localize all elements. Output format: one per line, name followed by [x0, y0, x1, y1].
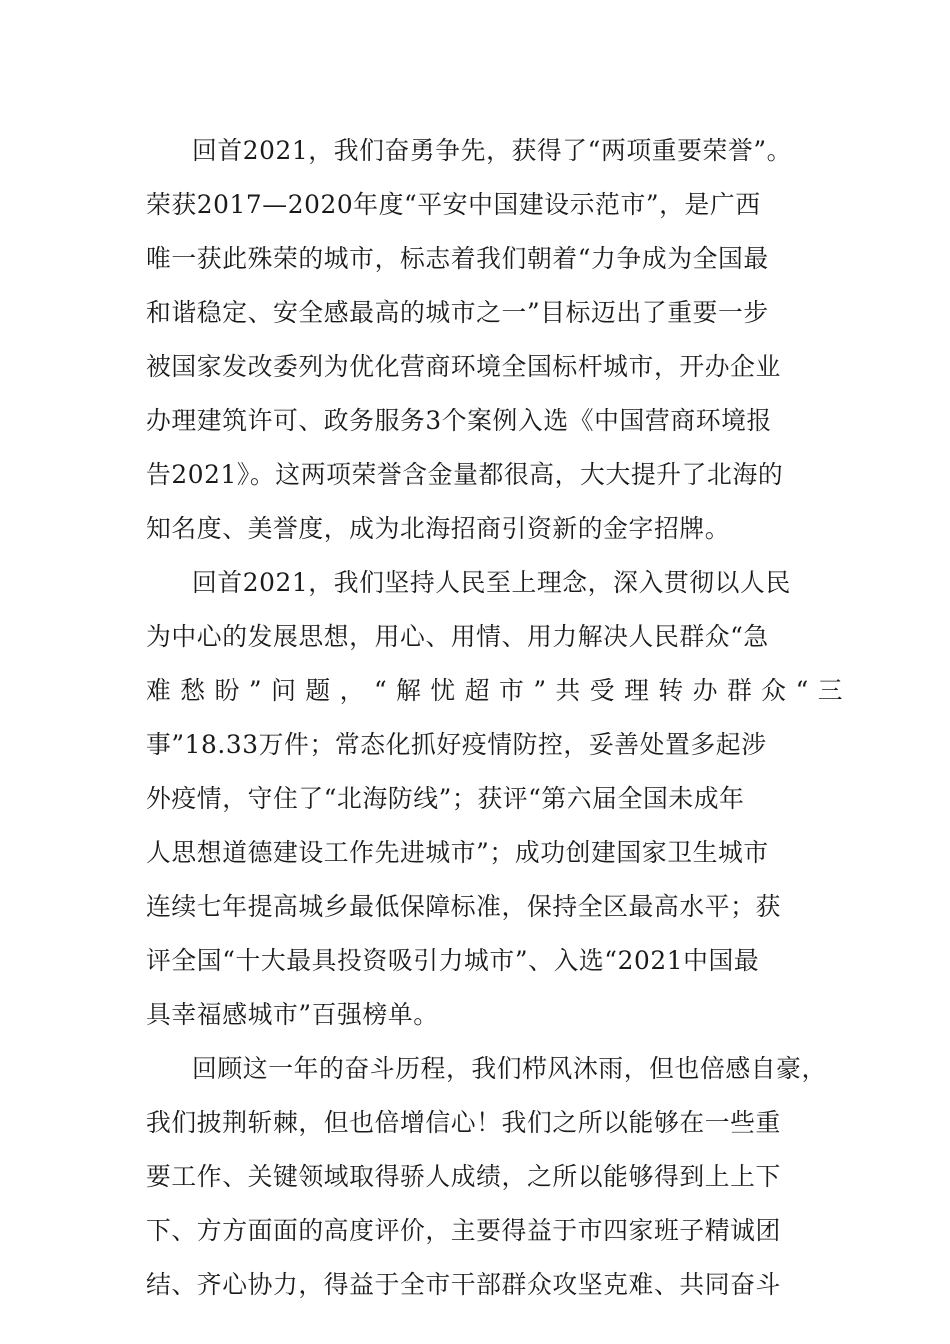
text-line: 我们披荆斩棘，但也倍增信心！我们之所以能够在一些重 [146, 1108, 781, 1137]
document-body [146, 124, 853, 1312]
text-line: 事”18.33万件；常态化抓好疫情防控，妥善处置多起涉 [146, 730, 767, 759]
text-line: 回首2021，我们奋勇争先，获得了“两项重要荣誉”。 [192, 136, 792, 165]
text-line: 知名度、美誉度，成为北海招商引资新的金字招牌。 [146, 514, 731, 543]
text-line: 回顾这一年的奋斗历程，我们栉风沐雨，但也倍感自豪， [192, 1054, 827, 1083]
paragraph-review [146, 1042, 836, 1312]
text-line: 下、方方面面的高度评价，主要得益于市四家班子精诚团 [146, 1216, 781, 1245]
text-line: 外疫情，守住了“北海防线”；获评“第六届全国未成年 [146, 784, 745, 813]
text-line: 评全国“十大最具投资吸引力城市”、入选“2021中国最 [146, 946, 760, 975]
text-line: 难愁盼”问题，“解忧超市”共受理转办群众“三 [146, 676, 853, 705]
text-line: 人思想道德建设工作先进城市”；成功创建国家卫生城市 [146, 838, 769, 867]
text-line: 告2021》。这两项荣誉含金量都很高，大大提升了北海的 [146, 460, 784, 489]
text-line: 为中心的发展思想，用心、用情、用力解决人民群众“急 [146, 622, 769, 651]
text-line: 荣获2017—2020年度“平安中国建设示范市”，是广西 [146, 190, 761, 219]
paragraph-people-first [146, 556, 853, 1042]
paragraph-honors [146, 124, 836, 556]
text-line: 被国家发改委列为优化营商环境全国标杆城市，开办企业 [146, 352, 781, 381]
text-line: 唯一获此殊荣的城市，标志着我们朝着“力争成为全国最 [146, 244, 769, 273]
text-line: 和谐稳定、安全感最高的城市之一”目标迈出了重要一步 [146, 298, 769, 327]
text-line: 连续七年提高城乡最低保障标准，保持全区最高水平；获 [146, 892, 781, 921]
text-line: 结、齐心协力，得益于全市干部群众攻坚克难、共同奋斗 [146, 1270, 781, 1299]
text-line: 要工作、关键领域取得骄人成绩，之所以能够得到上上下 [146, 1162, 781, 1191]
text-line: 办理建筑许可、政务服务3个案例入选《中国营商环境报 [146, 406, 772, 435]
text-line: 具幸福感城市”百强榜单。 [146, 1000, 439, 1029]
text-line: 回首2021，我们坚持人民至上理念，深入贯彻以人民 [192, 568, 791, 597]
